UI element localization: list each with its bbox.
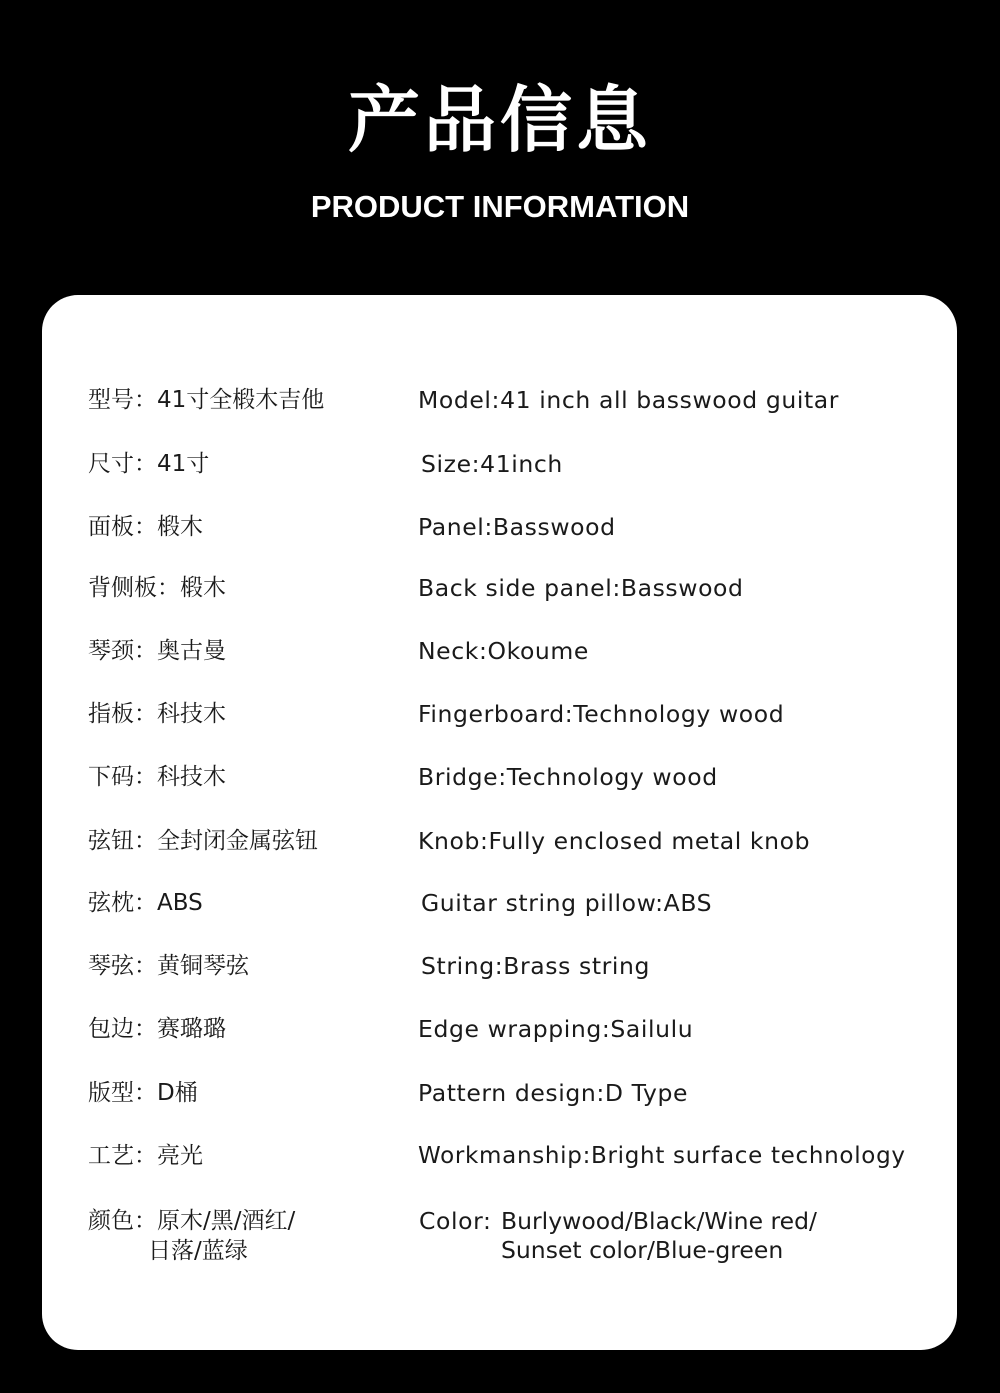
spec-zh-color-line1: 颜色：原木/黑/酒红/ <box>88 1208 296 1234</box>
spec-zh-nut: 弦枕：ABS <box>88 890 203 916</box>
spec-zh-model: 型号：41寸全椴木吉他 <box>88 387 325 413</box>
spec-en-fingerboard: Fingerboard:Technology wood <box>418 700 785 728</box>
spec-en-bridge: Bridge:Technology wood <box>418 763 718 791</box>
spec-en-back-side: Back side panel:Basswood <box>418 574 744 602</box>
spec-card <box>42 295 957 1350</box>
spec-en-color-line2: Sunset color/Blue-green <box>501 1236 784 1264</box>
spec-zh-pattern: 版型：D桶 <box>88 1080 198 1106</box>
spec-zh-binding: 包边：赛璐璐 <box>88 1016 226 1042</box>
spec-en-binding: Edge wrapping:Sailulu <box>418 1015 694 1043</box>
spec-en-color-line1: Burlywood/Black/Wine red/ <box>501 1207 817 1235</box>
spec-zh-back-side: 背侧板：椴木 <box>88 575 226 601</box>
page-title-chinese: 产品信息 <box>347 78 652 162</box>
spec-en-nut: Guitar string pillow:ABS <box>421 889 713 917</box>
spec-zh-string: 琴弦：黄铜琴弦 <box>88 953 249 979</box>
page-title-english: PRODUCT INFORMATION <box>310 189 690 224</box>
spec-en-panel: Panel:Basswood <box>418 513 616 541</box>
spec-zh-size: 尺寸：41寸 <box>88 451 210 477</box>
spec-zh-panel: 面板：椴木 <box>88 514 203 540</box>
spec-en-workmanship: Workmanship:Bright surface technology <box>418 1143 906 1169</box>
spec-en-model: Model:41 inch all basswood guitar <box>418 386 840 414</box>
spec-en-size: Size:41inch <box>421 450 563 478</box>
spec-zh-fingerboard: 指板：科技木 <box>88 701 226 727</box>
spec-en-string: String:Brass string <box>421 952 651 980</box>
spec-zh-neck: 琴颈：奥古曼 <box>88 638 226 664</box>
spec-en-knob: Knob:Fully enclosed metal knob <box>418 827 811 855</box>
spec-zh-bridge: 下码：科技木 <box>88 764 226 790</box>
spec-zh-color-line2: 日落/蓝绿 <box>148 1238 248 1264</box>
spec-en-pattern: Pattern design:D Type <box>418 1079 689 1107</box>
spec-en-neck: Neck:Okoume <box>418 637 589 665</box>
spec-zh-knob: 弦钮：全封闭金属弦钮 <box>88 828 318 854</box>
spec-en-color-label: Color: <box>419 1207 492 1235</box>
spec-zh-workmanship: 工艺：亮光 <box>88 1143 203 1169</box>
